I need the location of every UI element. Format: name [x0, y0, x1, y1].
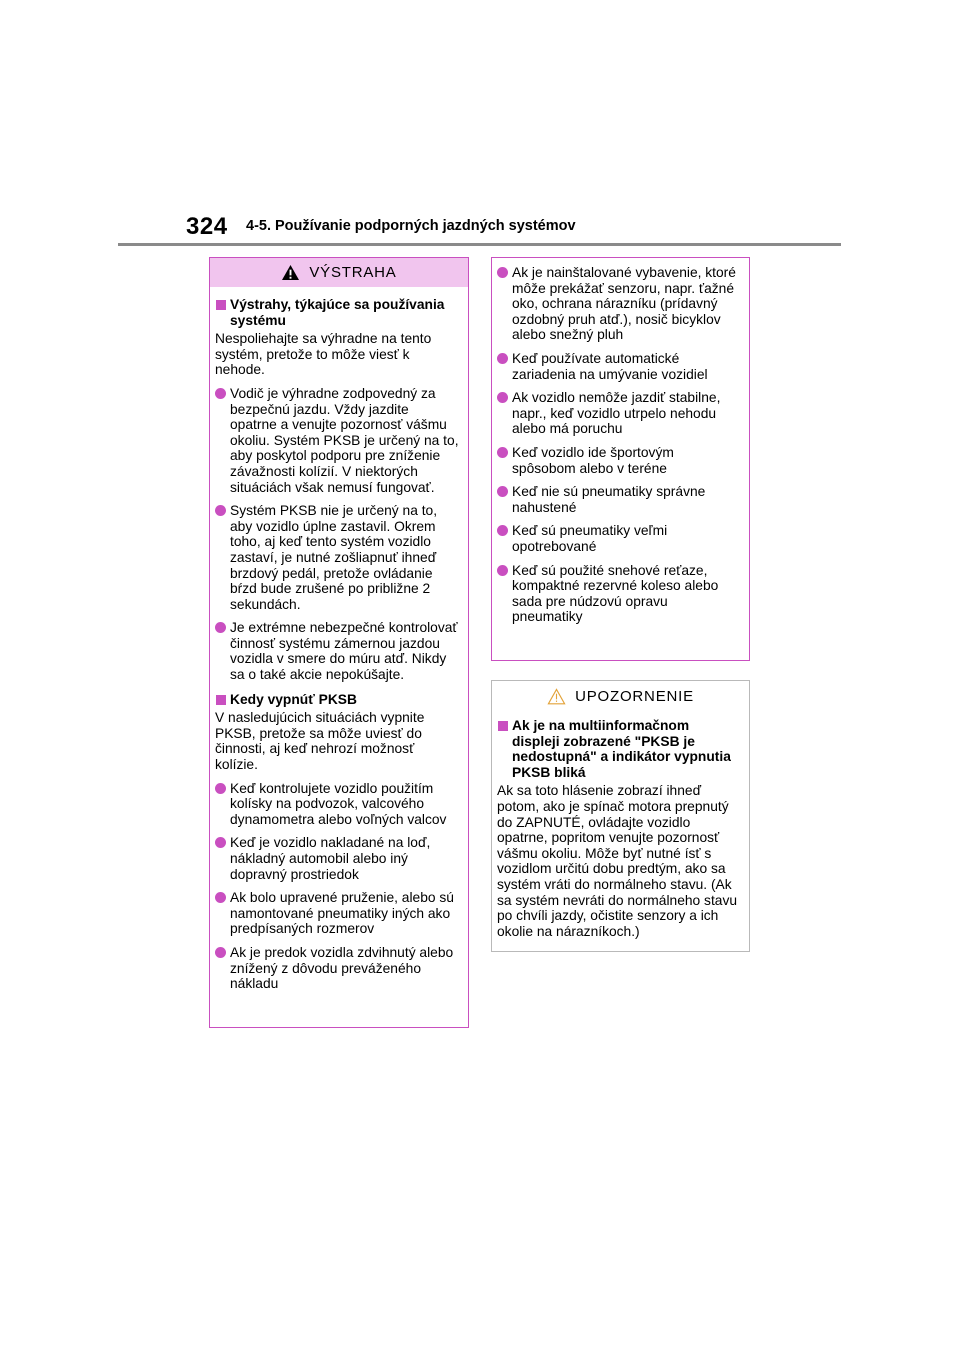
round-bullet-icon — [497, 525, 508, 536]
round-bullet-icon — [497, 565, 508, 576]
list-item — [215, 835, 459, 882]
list-item-text: Keď vozidlo ide športovým spôsobom alebo v teréne — [512, 444, 674, 476]
round-bullet-icon — [215, 947, 226, 958]
section-heading-text: Kedy vypnúť PKSB — [230, 691, 357, 707]
round-bullet-icon — [497, 267, 508, 278]
round-bullet-icon — [497, 486, 508, 497]
list-item-text: Keď kontrolujete vozidlo použitím kolísky na podvozok, valcového dynamometra alebo voľných valcov — [230, 780, 447, 827]
round-bullet-icon — [497, 447, 508, 458]
warning-continued-body — [492, 258, 749, 625]
list-item-text: Keď nie sú pneumatiky správne nahustené — [512, 484, 706, 515]
list-item — [497, 484, 740, 515]
list-item — [215, 781, 459, 828]
list-item — [497, 351, 740, 382]
warning-header — [210, 258, 468, 287]
round-bullet-icon — [215, 837, 226, 848]
list-item — [497, 445, 740, 476]
warning-box-continued — [491, 257, 750, 661]
list-item-text: Ak bolo upravené pruženie, alebo sú namontované pneumatiky iných ako predpísaných rozmerov — [230, 890, 454, 937]
round-bullet-icon — [497, 392, 508, 403]
list-item — [215, 890, 459, 937]
warning-triangle-icon — [281, 264, 300, 281]
section-heading — [215, 692, 459, 708]
round-bullet-icon — [497, 353, 508, 364]
round-bullet-icon — [215, 388, 226, 399]
warning-body — [210, 287, 468, 992]
section-title: 4-5. Používanie podporných jazdných systémov — [246, 218, 576, 234]
warning-title: VÝSTRAHA — [309, 264, 397, 281]
list-item-text: Je extrémne nebezpečné kontrolovať činnosť systému zámernou jazdou vozidla v smere do múru atď. Nikdy sa o také akcie nepokúšajte. — [230, 620, 458, 683]
list-item — [497, 390, 740, 437]
page-number: 324 — [186, 213, 228, 240]
list-item — [215, 386, 459, 495]
list-item-text: Ak je nainštalované vybavenie, ktoré môže prekážať senzoru, napr. ťažné oko, ochrana nárazníku (prídavný ozdobný pruh atď.), nosič bicyklov alebo snežný pluh — [512, 265, 736, 343]
paragraph: Ak sa toto hlásenie zobrazí ihneď potom, ako je spínač motora prepnutý do ZAPNUTÉ, ovládajte vozidlo opatrne, popritom venujte pozornosť vášmu okoliu. Môže byť nutné ísť s vozidlom určitú dobu predtým, ako sa systém vráti do normálneho stavu. (Ak sa systém nevráti do normálneho stavu po chvíli jazdy, očistite senzory a ich okolie na nárazníkoch.) — [497, 783, 738, 939]
list-item — [497, 563, 740, 625]
warning-box — [209, 257, 469, 1028]
list-item — [215, 945, 459, 992]
list-item — [497, 523, 740, 554]
list-item — [497, 265, 740, 343]
notice-box — [491, 680, 750, 952]
round-bullet-icon — [215, 505, 226, 516]
paragraph: Nespoliehajte sa výhradne na tento systém, pretože to môže viesť k nehode. — [215, 331, 432, 378]
section-heading — [215, 297, 459, 328]
list-item — [215, 620, 459, 682]
warning-triangle-outline-icon — [547, 688, 566, 705]
section-heading-text: Výstrahy, týkajúce sa používania systému — [230, 297, 445, 328]
square-bullet-icon — [216, 300, 226, 310]
notice-body — [492, 711, 749, 939]
round-bullet-icon — [215, 892, 226, 903]
list-item-text: Ak je predok vozidla zdvihnutý alebo znížený z dôvodu preváženého nákladu — [230, 944, 454, 992]
square-bullet-icon — [216, 695, 226, 705]
notice-header — [492, 681, 749, 711]
square-bullet-icon — [498, 721, 508, 731]
round-bullet-icon — [215, 783, 226, 794]
section-heading-text: Ak je na multiinformačnom displeji zobrazené "PKSB je nedostupná" a indikátor vypnutia PKSB bliká — [512, 718, 731, 780]
list-item-text: Ak vozidlo nemôže jazdiť stabilne, napr., keď vozidlo utrpelo nehodu alebo má poruchu — [512, 390, 721, 437]
list-item-text: Keď sú použité snehové reťaze, kompaktné rezervné koleso alebo sada pre núdzovú opravu pneumatiky — [512, 562, 719, 625]
round-bullet-icon — [215, 622, 226, 633]
notice-title: UPOZORNENIE — [575, 687, 694, 705]
paragraph: V nasledujúcich situáciách vypnite PKSB, pretože sa môže uviesť do činnosti, aj keď nehrozí možnosť kolízie. — [215, 710, 425, 773]
section-heading — [497, 718, 740, 780]
list-item — [215, 503, 459, 612]
list-item-text: Keď sú pneumatiky veľmi opotrebované — [512, 523, 668, 554]
list-item-text: Vodič je výhradne zodpovedný za bezpečnú jazdu. Vždy jazdite opatrne a venujte pozornosť vášmu okoliu. Systém PKSB je určený na to, aby poskytol podporu pre zníženie závažnosti kolízií. V niektorých situáciách však nemusí fungovať. — [230, 385, 459, 495]
list-item-text: Keď je vozidlo nakladané na loď, nákladný automobil alebo iný dopravný prostriedok — [230, 835, 431, 882]
header-rule — [118, 243, 841, 246]
list-item-text: Keď používate automatické zariadenia na umývanie vozidiel — [512, 350, 708, 382]
list-item-text: Systém PKSB nie je určený na to, aby vozidlo úplne zastavil. Okrem toho, aj keď tento systém vozidlo zastaví, je nutné zošliapnuť ihneď brzdový pedál, pretože ovládanie bŕzd bude zrušené po približne 2 sekundách. — [230, 503, 438, 612]
